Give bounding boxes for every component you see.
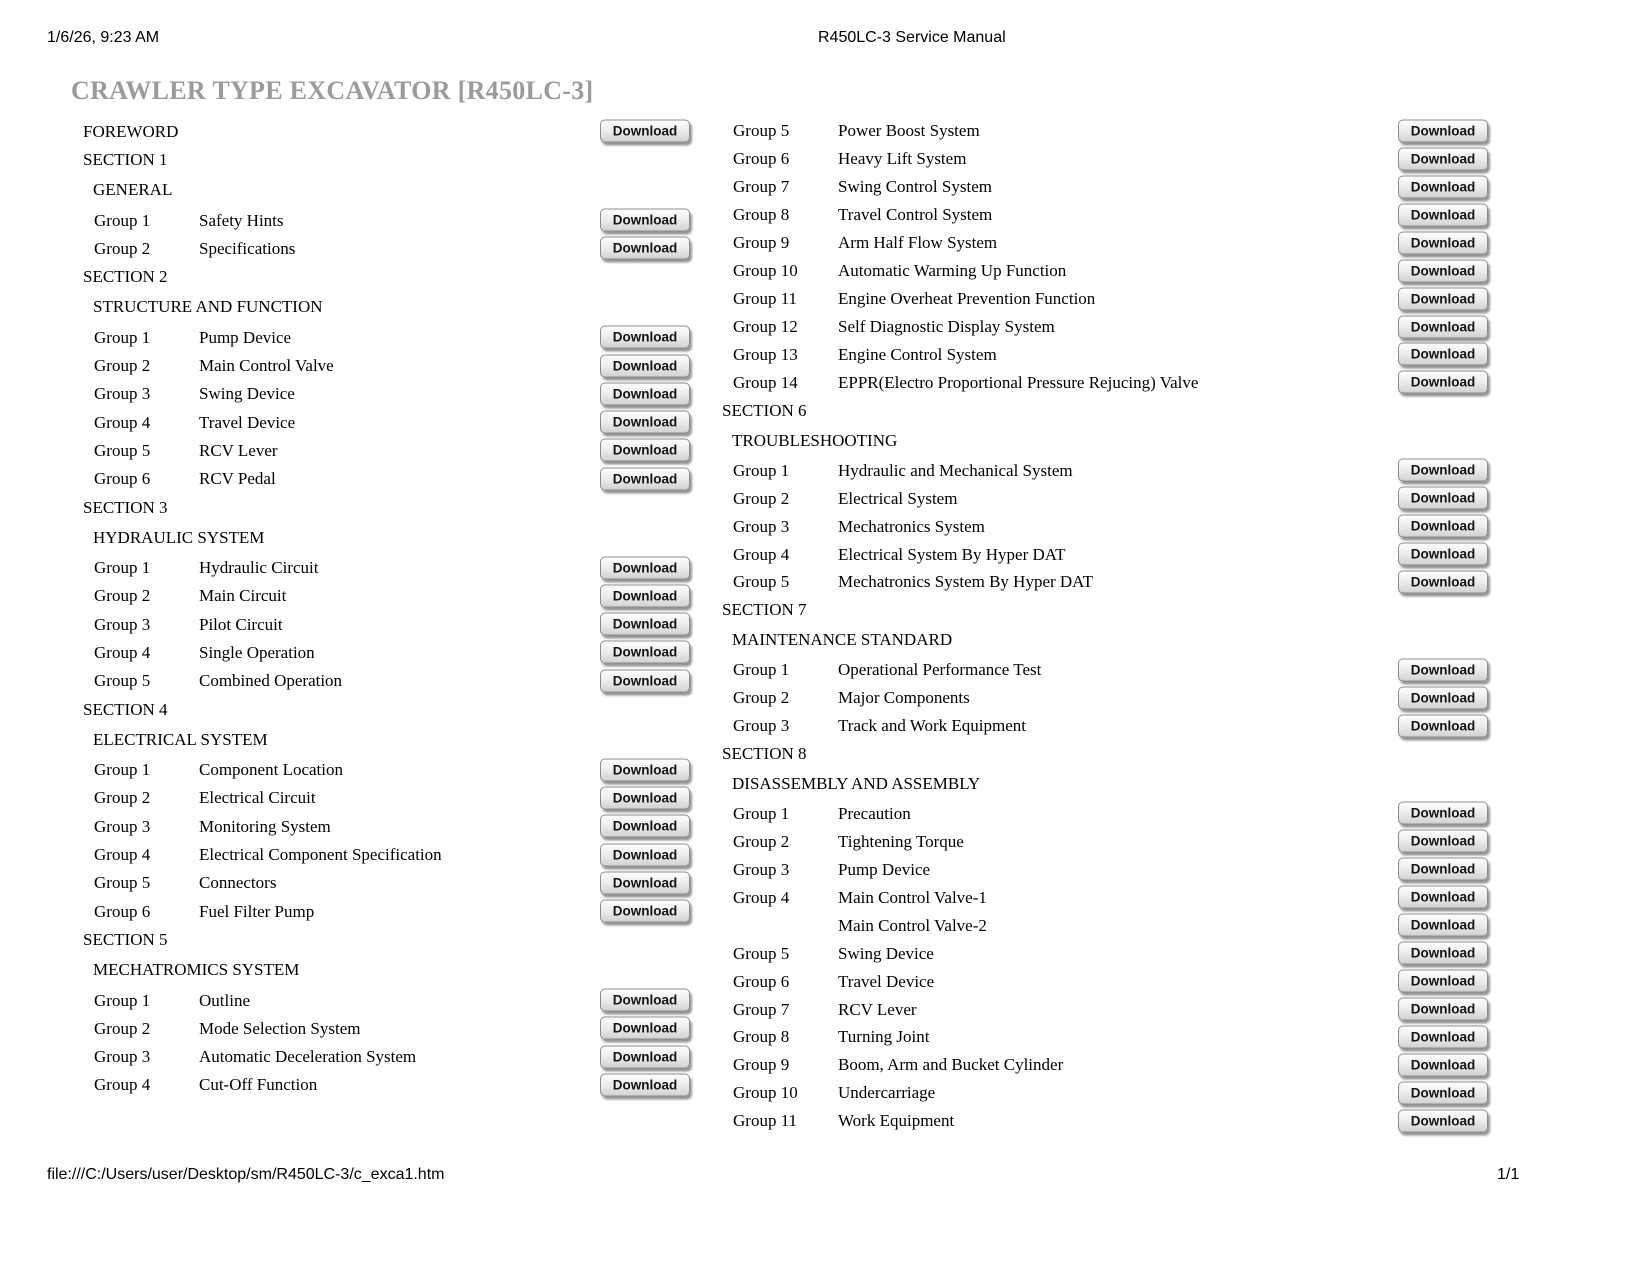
toc-row-item [83,408,708,436]
toc-row-item [83,667,708,695]
download-button[interactable]: Download [600,584,690,607]
download-button[interactable]: Download [1398,1081,1488,1104]
group-title: Specifications [199,238,296,258]
group-number: Group 6 [94,901,151,921]
group-title: Connectors [199,873,277,893]
toc-row-section [83,145,708,173]
group-number: Group 10 [733,261,798,281]
group-title: Electrical System [838,488,958,508]
group-number: Group 4 [94,845,151,865]
download-button[interactable]: Download [1398,714,1488,737]
toc-row-item [722,341,1512,369]
print-header-datetime: 1/6/26, 9:23 AM [47,29,160,46]
group-number: Group 3 [733,859,790,879]
download-button[interactable]: Download [1398,315,1488,338]
toc-row-item [83,869,708,897]
group-title: Undercarriage [838,1083,936,1103]
group-number: Group 1 [94,210,151,230]
group-title: Monitoring System [199,816,331,836]
group-number: Group 5 [94,671,151,691]
category-label: MAINTENANCE STANDARD [732,630,953,650]
download-button[interactable]: Download [1398,231,1488,254]
group-title: Tightening Torque [838,831,964,851]
toc-row-heading [83,293,708,321]
group-number: Group 3 [94,1047,151,1067]
download-button[interactable]: Download [1398,343,1488,366]
toc-row-item [722,257,1512,285]
group-number: Group 6 [733,971,790,991]
group-number: Group 11 [733,1111,798,1131]
print-footer-url: file:///C:/Users/user/Desktop/sm/R450LC-3/c_exca1.htm [47,1166,445,1183]
toc-row-item [83,553,708,581]
group-title: Self Diagnostic Display System [838,317,1055,337]
group-title: Main Control Valve [199,356,334,376]
group-title: Combined Operation [199,671,343,691]
download-button[interactable]: Download [600,989,690,1012]
toc-row-item [83,610,708,638]
toc-row-item [83,465,708,493]
group-number: Group 2 [94,238,151,258]
group-title: Travel Device [838,971,935,991]
download-button[interactable]: Download [600,843,690,866]
group-title: RCV Pedal [199,469,276,489]
download-button[interactable]: Download [600,556,690,579]
group-title: Arm Half Flow System [838,233,998,253]
category-label: ELECTRICAL SYSTEM [93,729,268,749]
group-title: Turning Joint [838,1027,930,1047]
toc-row-heading [83,956,708,984]
group-title: Outline [199,990,250,1010]
toc-row-item [83,897,708,925]
group-number: Group 6 [94,469,151,489]
group-title: Track and Work Equipment [838,716,1026,736]
toc-row-item [722,911,1512,939]
group-number: Group 2 [733,488,790,508]
group-number: Group 4 [733,544,790,564]
toc-row-item [83,1014,708,1042]
group-number: Group 3 [733,516,790,536]
download-button[interactable]: Download [600,467,690,490]
download-button[interactable]: Download [600,209,690,232]
download-button[interactable]: Download [1398,487,1488,510]
group-number: Group 9 [733,1055,790,1075]
download-button[interactable]: Download [600,815,690,838]
section-label: SECTION 3 [83,497,168,517]
toc-row-item [83,436,708,464]
group-title: Electrical Component Specification [199,845,442,865]
category-label: DISASSEMBLY AND ASSEMBLY [732,774,981,794]
page-title: CRAWLER TYPE EXCAVATOR [R450LC-3] [71,76,594,105]
toc-row-item [722,827,1512,855]
toc-row-item [83,756,708,784]
group-title: Work Equipment [838,1111,955,1131]
group-title: Pilot Circuit [199,614,283,634]
group-number: Group 11 [733,289,798,309]
download-button[interactable]: Download [1398,886,1488,909]
download-button[interactable]: Download [600,641,690,664]
group-number: Group 5 [94,440,151,460]
toc-column-left [83,117,708,1099]
group-number: Group 1 [733,803,790,823]
group-title: Pump Device [199,327,292,347]
download-button[interactable]: Download [600,669,690,692]
section-label: SECTION 7 [722,600,807,620]
toc-row-item [722,712,1512,740]
group-title: Component Location [199,760,344,780]
toc-row-item [722,1107,1512,1135]
group-number: Group 7 [733,999,790,1019]
group-number: Group 2 [94,1018,151,1038]
group-number: Group 2 [94,586,151,606]
toc-row-item [83,323,708,351]
toc-row-item [83,351,708,379]
toc-row-item [722,117,1512,145]
group-title: Power Boost System [838,121,980,141]
group-number: Group 1 [94,558,151,578]
toc-row-item [83,840,708,868]
group-number: Group 5 [733,121,790,141]
download-button[interactable]: Download [600,326,690,349]
group-number: Group 5 [733,572,790,592]
group-title: Cut-Off Function [199,1075,318,1095]
download-button[interactable]: Download [1398,830,1488,853]
toc-row-item [83,638,708,666]
toc-row-section [722,596,1512,624]
toc-row-item [722,939,1512,967]
toc-row-item [722,173,1512,201]
group-number: Group 7 [733,177,790,197]
group-number: Group 12 [733,317,798,337]
download-button[interactable]: Download [600,237,690,260]
download-button[interactable]: Download [1398,858,1488,881]
group-number: Group 2 [94,788,151,808]
group-title: Precaution [838,803,911,823]
group-number: Group 5 [94,873,151,893]
category-label: STRUCTURE AND FUNCTION [93,297,323,317]
group-number: Group 1 [733,660,790,680]
section-label: SECTION 4 [83,699,168,719]
toc-row-item [722,512,1512,540]
group-number: Group 5 [733,943,790,963]
download-button[interactable]: Download [1398,1053,1488,1076]
category-label: TROUBLESHOOTING [732,430,898,450]
toc-row-item [722,285,1512,313]
section-label: SECTION 2 [83,267,168,287]
download-button[interactable]: Download [1398,570,1488,593]
toc-row-item [83,380,708,408]
group-number: Group 4 [94,412,151,432]
toc-row-heading [722,426,1512,454]
toc-row-item [722,995,1512,1023]
print-footer-page-number: 1/1 [1497,1166,1520,1183]
download-button[interactable]: Download [1398,1109,1488,1132]
group-number: Group 3 [94,614,151,634]
toc-row-heading [722,770,1512,798]
group-title: Hydraulic Circuit [199,558,319,578]
download-button[interactable]: Download [1398,287,1488,310]
toc-row-item [83,812,708,840]
group-number: Group 1 [94,760,151,780]
group-number: Group 3 [94,816,151,836]
toc-row-item [722,800,1512,828]
category-label: HYDRAULIC SYSTEM [93,527,265,547]
download-button[interactable]: Download [1398,175,1488,198]
group-number: Group 4 [733,887,790,907]
category-label: MECHATROMICS SYSTEM [93,960,300,980]
group-number: Group 3 [733,716,790,736]
toc-row-section [83,695,708,723]
group-number: Group 9 [733,233,790,253]
toc-row-item [722,484,1512,512]
download-button[interactable]: Download [600,1073,690,1096]
download-button[interactable]: Download [600,1017,690,1040]
group-title: Mechatronics System By Hyper DAT [838,572,1093,592]
group-title: Main Circuit [199,586,287,606]
toc-row-item [83,582,708,610]
download-button[interactable]: Download [600,758,690,781]
download-button[interactable]: Download [1398,459,1488,482]
group-title: RCV Lever [199,440,278,460]
toc-row-item [722,313,1512,341]
group-title: Swing Control System [838,177,992,197]
toc-row-item [722,145,1512,173]
section-label: SECTION 1 [83,149,168,169]
toc-row-item [722,1079,1512,1107]
group-number: Group 4 [94,642,151,662]
toc-row-heading [83,523,708,551]
group-title: Fuel Filter Pump [199,901,315,921]
group-title: Mode Selection System [199,1018,361,1038]
section-label: FOREWORD [83,121,179,141]
toc-row-item [722,1051,1512,1079]
group-title: Automatic Deceleration System [199,1047,417,1067]
group-title: Electrical Circuit [199,788,316,808]
group-title: Single Operation [199,642,315,662]
group-title: Travel Device [199,412,296,432]
toc-row-section [722,740,1512,768]
group-number: Group 2 [733,831,790,851]
group-number: Group 13 [733,344,798,364]
toc-row-item [722,456,1512,484]
toc-row-item [722,656,1512,684]
group-number: Group 4 [94,1075,151,1095]
toc-row-item [83,1043,708,1071]
toc-row-item [722,967,1512,995]
toc-row-item [722,883,1512,911]
toc-row-item [722,229,1512,257]
download-button[interactable]: Download [1398,998,1488,1021]
download-button[interactable]: Download [600,613,690,636]
download-button[interactable]: Download [1398,203,1488,226]
toc-row-section [83,262,708,290]
toc-row-item [722,368,1512,396]
download-button[interactable]: Download [600,871,690,894]
group-title: RCV Lever [838,999,917,1019]
toc-row-section [83,925,708,953]
group-title: Pump Device [838,859,931,879]
group-title: Swing Device [838,943,934,963]
section-label: SECTION 6 [722,400,807,420]
toc-row-heading [83,725,708,753]
download-button[interactable]: Download [1398,371,1488,394]
toc-row-section [722,396,1512,424]
toc-row-item [83,1071,708,1099]
group-title: Electrical System By Hyper DAT [838,544,1066,564]
toc-row-item [722,568,1512,596]
download-button[interactable]: Download [1398,119,1488,142]
download-button[interactable]: Download [1398,147,1488,170]
download-button[interactable]: Download [600,382,690,405]
group-number: Group 14 [733,372,798,392]
toc-row-item [83,986,708,1014]
group-title: Swing Device [199,384,295,404]
group-title: Main Control Valve-2 [838,915,987,935]
download-button[interactable]: Download [600,786,690,809]
download-button[interactable]: Download [600,900,690,923]
toc-row-item [722,540,1512,568]
group-title: Mechatronics System [838,516,985,536]
section-label: SECTION 5 [83,929,168,949]
toc-column-right [722,117,1512,1135]
toc-row-item [83,784,708,812]
download-button[interactable]: Download [1398,1025,1488,1048]
download-button[interactable]: Download [1398,259,1488,282]
toc-row-section [83,117,708,145]
toc-row-item [83,206,708,234]
group-number: Group 1 [733,460,790,480]
download-button[interactable]: Download [1398,914,1488,937]
download-button[interactable]: Download [1398,543,1488,566]
download-button[interactable]: Download [1398,802,1488,825]
group-title: Operational Performance Test [838,660,1042,680]
download-button[interactable]: Download [1398,942,1488,965]
download-button[interactable]: Download [1398,515,1488,538]
group-number: Group 2 [94,356,151,376]
group-number: Group 1 [94,990,151,1010]
download-button[interactable]: Download [600,1045,690,1068]
group-number: Group 3 [94,384,151,404]
group-title: Engine Overheat Prevention Function [838,289,1096,309]
toc-row-heading [722,626,1512,654]
section-label: SECTION 8 [722,744,807,764]
group-number: Group 8 [733,205,790,225]
group-title: Boom, Arm and Bucket Cylinder [838,1055,1064,1075]
toc-row-item [722,1023,1512,1051]
group-number: Group 6 [733,149,790,169]
group-title: Heavy Lift System [838,149,967,169]
toc-row-item [83,234,708,262]
toc-row-item [722,855,1512,883]
group-title: Safety Hints [199,210,284,230]
group-number: Group 8 [733,1027,790,1047]
group-title: Automatic Warming Up Function [838,261,1067,281]
toc-row-heading [83,176,708,204]
group-title: EPPR(Electro Proportional Pressure Rejucing) Valve [838,372,1199,392]
group-title: Engine Control System [838,344,997,364]
toc-row-item [722,684,1512,712]
download-button[interactable]: Download [600,439,690,462]
group-title: Major Components [838,688,970,708]
toc-row-section [83,493,708,521]
download-button[interactable]: Download [600,411,690,434]
download-button[interactable]: Download [1398,658,1488,681]
toc-row-item [722,201,1512,229]
download-button[interactable]: Download [600,354,690,377]
group-number: Group 10 [733,1083,798,1103]
download-button[interactable]: Download [1398,686,1488,709]
download-button[interactable]: Download [1398,970,1488,993]
category-label: GENERAL [93,180,173,200]
group-number: Group 1 [94,327,151,347]
download-button[interactable]: Download [600,120,690,143]
group-title: Hydraulic and Mechanical System [838,460,1073,480]
group-title: Main Control Valve-1 [838,887,987,907]
group-number: Group 2 [733,688,790,708]
print-header-title: R450LC-3 Service Manual [818,29,1006,46]
group-title: Travel Control System [838,205,993,225]
